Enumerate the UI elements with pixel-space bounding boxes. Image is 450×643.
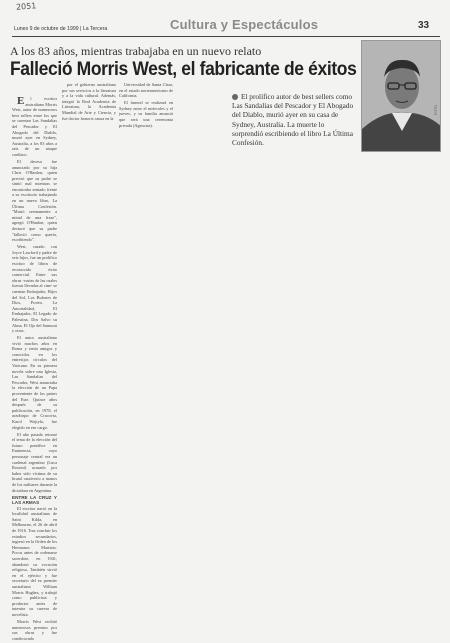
paragraph-text: l escritor australiano Morris West, autor de numerosos best sellers entre los que se cuentan Las Sandalias del Pescador y El Abogado del Diablo, murió ayer en Sydney, Australia, a los 83 años a raíz de un ataque cardíaco. <box>12 96 57 157</box>
subheading: ENTRE LA CRUZ Y LAS ARMAS <box>12 494 57 506</box>
page-number: 33 <box>418 20 430 31</box>
photo-caption <box>232 92 357 147</box>
bullet-icon <box>232 94 238 100</box>
section-title: Cultura y Espectáculos <box>170 17 319 32</box>
column-3 <box>119 82 173 130</box>
paragraph: West, casado con Joyce Lawford y padre de seis hijos, fue un prolífico escritor de libros de reconocido éxito comercial. Entre sus obras -varias de las cuales fueron llevadas al cine- se cuentan Embajador, Hijos del Sol, Los Bufones de Dios, Proteo, La Amortalidad, El Embajador, El Legado de Palestina, Dos Salvo su Alma, El Ojo del Samurai y otras. <box>12 244 57 334</box>
headline: Falleció Morris West, el fabricante de éxitos <box>10 59 357 80</box>
dateline: Lunes 9 de octubre de 1999 | La Tercera <box>14 26 108 32</box>
paragraph: El funeral se realizará en Sydney entre el miércoles y el jueves, y su familia anunció que será una ceremonia privada (Agencias). <box>119 100 173 128</box>
photo-credit: FOTO <box>434 105 438 115</box>
paragraph: Morris West recibió numerosos premios por sus obras y fue condecorado <box>12 618 57 641</box>
paragraph: por el gobierno australiano por sus servicios a la literatura y a la vida cultural. Además, integró la Real Academia de Literatura, la Academia Mundial de Arte y Ciencia, y fue doctor honoris causa en la <box>62 82 116 121</box>
paragraph: El autor australiano vivió muchos años en Roma y tenía amigos y conocidos en los entresijos círculos del Vaticano. En su primera novela sobre una Iglesia, Las Sandalias del Pescador, West anunciaba la elección de un Papa proveniente de los países del Este. Quince años después de su publicación, en 1978, el arzobispo de Cracovia, Karol Wojtyla, fue elegido en ese cargo. <box>12 335 57 430</box>
kicker: A los 83 años, mientras trabajaba en un nuevo relato <box>10 44 262 58</box>
caption-text: El prolífico autor de best sellers como Las Sandalias del Pescador y El Abogado del Diablo, murió ayer en su casa de Sydney, Australia. La muerte lo sorprendió escribiendo el libro La Última Confesión. <box>232 92 354 148</box>
author-photo <box>361 40 441 152</box>
paragraph: El escritor nació en la localidad australiana de Saint Kilda, en Melbourne, el 26 de abril de 1916. Tras concluir los estudios secundarios, ingresó en la Orden de los Hermanos Maristas. Pocos antes de ordenarse sacerdote, en 1941, abandonó su vocación religiosa. También sirvió en el ejército y fue secretario del ex premier australiano William Morris Hughes, y trabajó como publicista y productor antes de intentar su carrera de novelista. <box>12 505 57 617</box>
column-1 <box>12 96 57 643</box>
paragraph: Universidad de Santa Clara, en el estado norteamericano de California. <box>119 82 173 99</box>
handwritten-note: 2051 <box>15 1 37 12</box>
paragraph: El deceso fue anunciado por su hija Chris O'Hanlon, quien precisó que su padre se sintió mal mientras se encontraba sentado frente a su escritorio trabajando en un nuevo libro, La Última Confesión. "Murió serenamente a mitad de una frase", agregó O'Hanlon, quien destacó que su padre "falleció como quería, escribiendo". <box>12 158 57 243</box>
paragraph <box>12 96 57 158</box>
drop-cap: E <box>17 95 25 107</box>
paragraph: El año pasado retomó el tema de la elección del futuro pontífice en Eminencia, cuyo personaje central era un cardenal argentino (Luca Rossini) acusado por haber sido víctima de su brutal cautiverio a manos de los militares durante la dictadura en Argentina. <box>12 431 57 493</box>
header-rule <box>12 36 440 37</box>
column-2 <box>62 82 116 123</box>
